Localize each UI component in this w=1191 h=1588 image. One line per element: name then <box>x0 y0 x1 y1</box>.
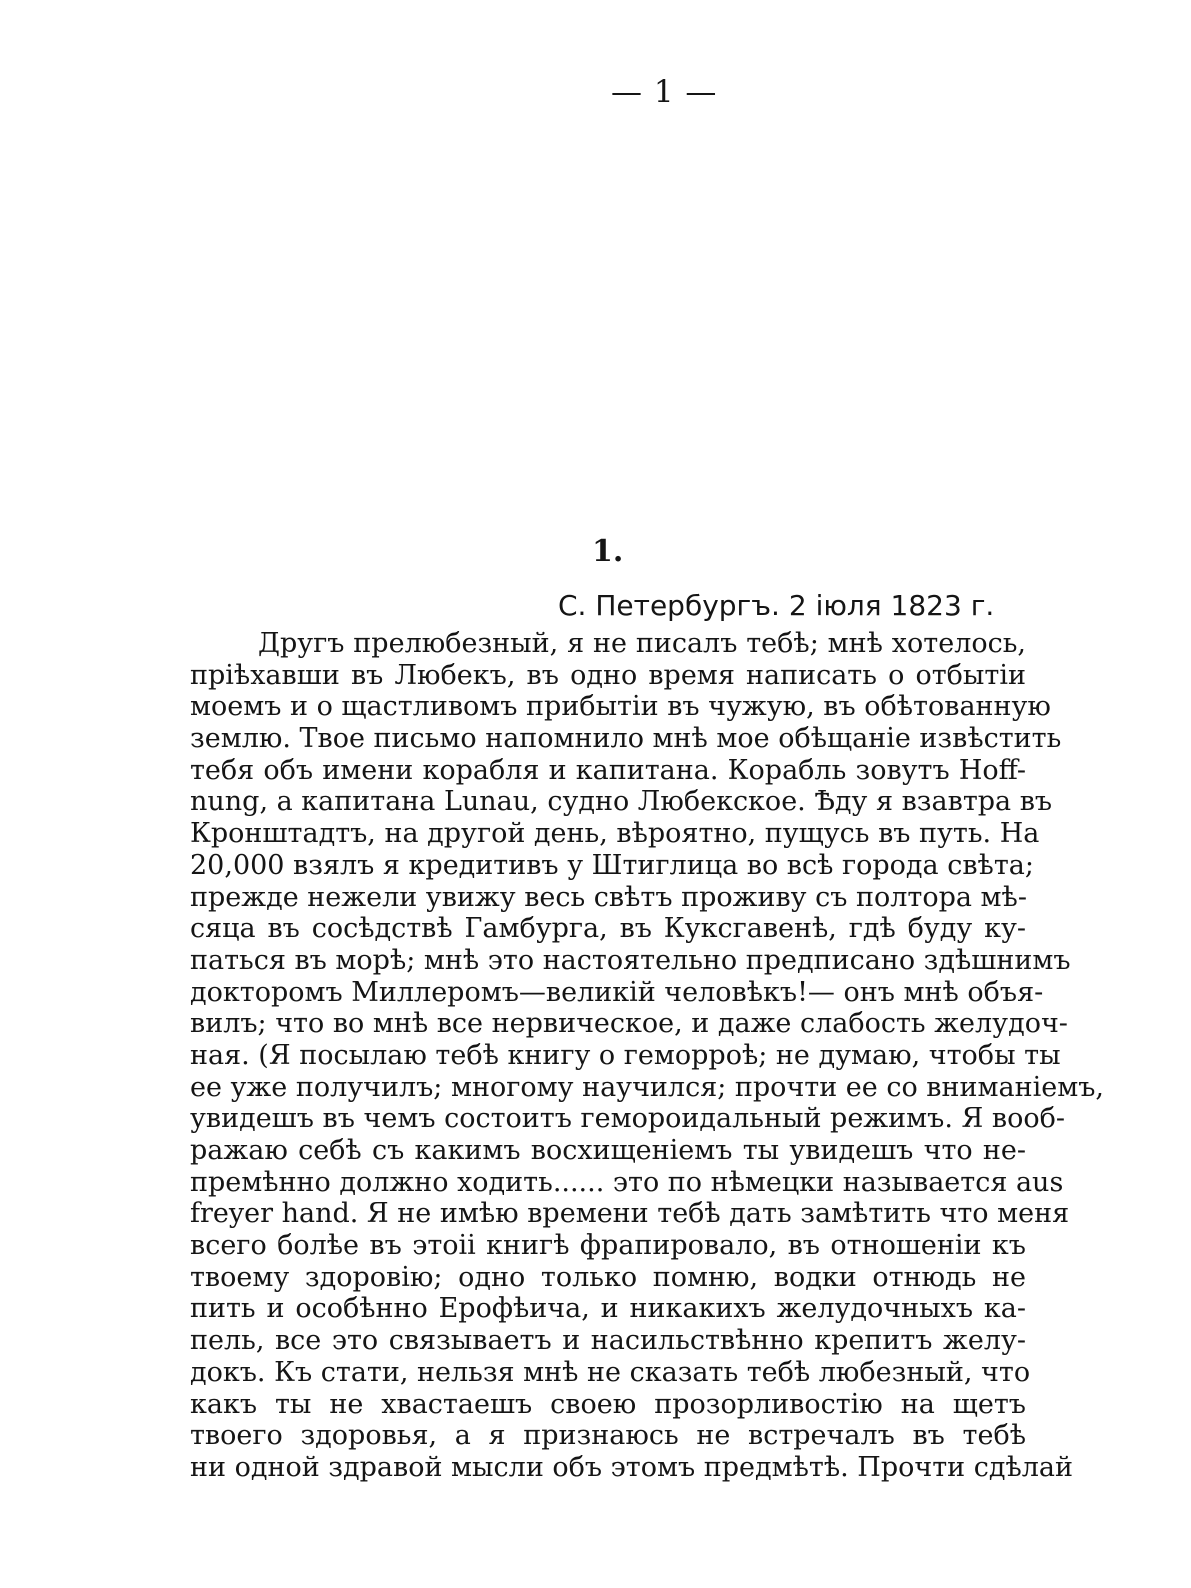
text-line: землю. Твое письмо напомнило мнѣ мое обѣщаніе извѣстить <box>190 723 1062 755</box>
text-line: вилъ; что во мнѣ все нервическое, и даже слабость желудоч- <box>190 1008 1068 1040</box>
text-line: ни одной здравой мысли объ этомъ предмѣтѣ. Прочти сдѣлай <box>190 1451 1074 1483</box>
letter-dateline: С. Петербургъ. 2 іюля 1823 г. <box>558 589 995 622</box>
page-number: — 1 — <box>611 74 718 110</box>
letter-number-heading: 1. <box>592 534 624 569</box>
text-line: 20,000 взялъ я кредитивъ у Штиглица во всѣ города свѣта; <box>190 849 1034 881</box>
text-line: прежде нежели увижу весь свѣтъ проживу съ полтора мѣ- <box>190 881 1027 913</box>
text-line: Другъ прелюбезный, я не писалъ тебѣ; мнѣ хотелось, <box>258 628 1026 659</box>
text-line: всего болѣе въ этоіі книгѣ фрапировало, въ отношеніи къ <box>190 1230 1026 1262</box>
text-line: пріѣхавши въ Любекъ, въ одно время написать о отбытіи <box>190 659 1026 691</box>
text-line: докъ. Къ стати, нельзя мнѣ не сказать тебѣ любезный, что <box>190 1356 1031 1388</box>
letter-body <box>190 628 1104 1484</box>
text-line: твоему здоровію; одно только помню, водки отнюдь не <box>190 1261 1026 1293</box>
text-line: ее уже получилъ; многому научился; прочти ее со вниманіемъ, <box>190 1071 1104 1103</box>
text-line: nung, а капитана Lunau, судно Любекское. Ѣду я взавтра въ <box>190 786 1053 818</box>
text-line: сяца въ сосѣдствѣ Гамбурга, въ Куксгавенѣ, гдѣ буду ку- <box>190 913 1026 945</box>
text-line: тебя объ имени корабля и капитана. Корабль зовутъ Hoff- <box>190 754 1026 786</box>
text-line: твоего здоровья, а я признаюсь не встречалъ въ тебѣ <box>190 1420 1026 1452</box>
text-line: ная. (Я посылаю тебѣ книгу о геморроѣ; не думаю, чтобы ты <box>190 1039 1061 1071</box>
text-line: премѣнно должно ходить...... это по нѣмецки называется aus <box>190 1166 1064 1198</box>
text-line: какъ ты не хвастаешъ своею прозорливостію на щетъ <box>190 1388 1026 1420</box>
text-line: Кронштадтъ, на другой день, вѣроятно, пущусь въ путь. На <box>190 818 1040 850</box>
text-line: ражаю себѣ съ какимъ восхищеніемъ ты увидешъ что не- <box>190 1135 1026 1166</box>
text-line: freyer hand. Я не имѣю времени тебѣ дать замѣтить что меня <box>190 1198 1070 1230</box>
text-line: пель, все это связываетъ и насильствѣнно крепитъ желу- <box>190 1325 1026 1357</box>
text-line: паться въ морѣ; мнѣ это настоятельно предписано здѣшнимъ <box>190 944 1071 976</box>
text-line: докторомъ Миллеромъ—великій человѣкъ!— онъ мнѣ объя- <box>190 976 1044 1008</box>
text-line: пить и особѣнно Ерофѣича, и никакихъ желудочныхъ ка- <box>190 1293 1026 1325</box>
text-line: увидешъ въ чемъ состоитъ гемороидальный режимъ. Я вооб- <box>190 1103 1065 1135</box>
text-line: моемъ и о щастливомъ прибытіи въ чужую, въ обѣтованную <box>190 691 1051 723</box>
